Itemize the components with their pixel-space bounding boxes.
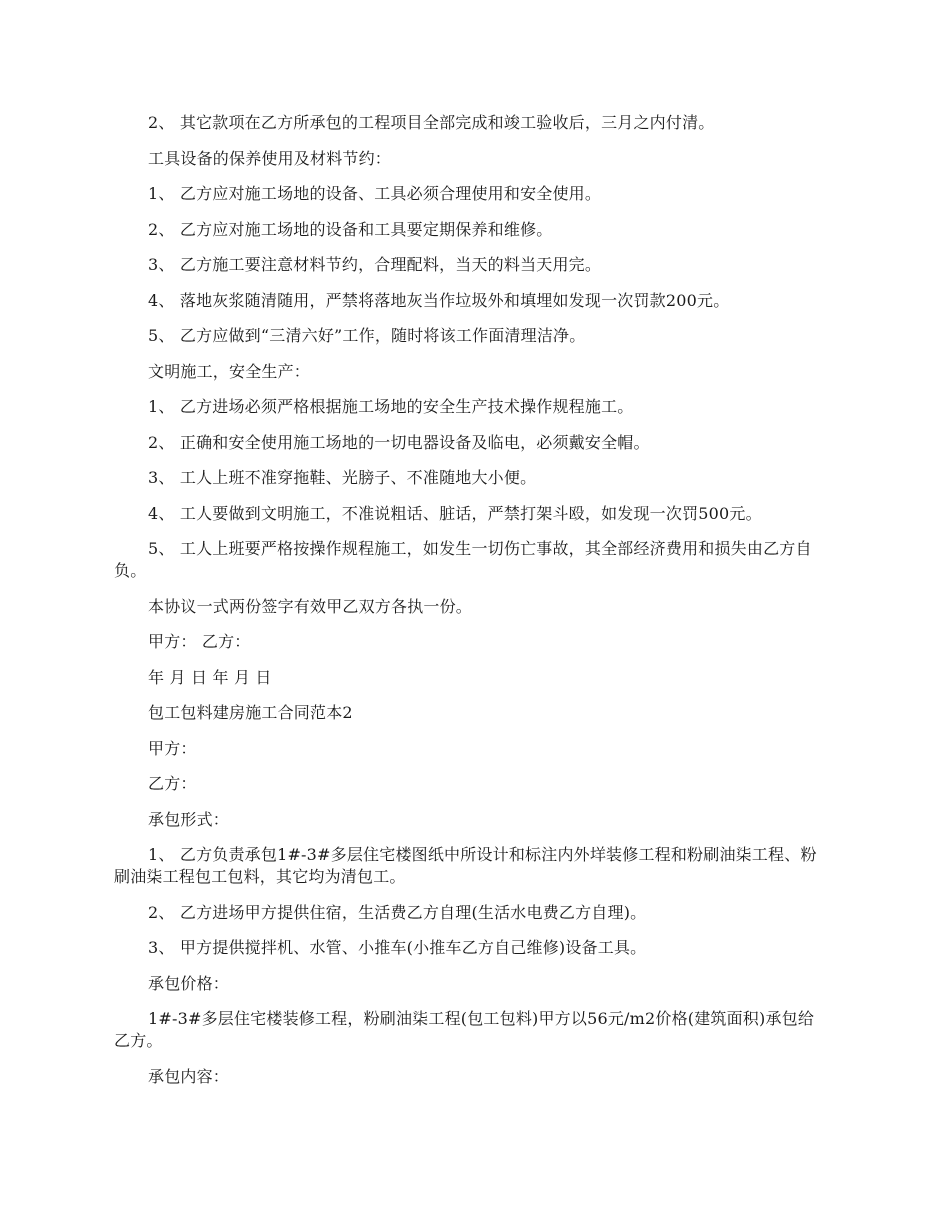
list-item: 2、 乙方进场甲方提供住宿，生活费乙方自理(生活水电费乙方自理)。 (148, 902, 647, 922)
heading-contract-price: 承包价格： (148, 973, 230, 993)
list-item: 1、 乙方应对施工场地的设备、工具必须合理使用和安全使用。 (148, 184, 602, 203)
heading-contract-content: 承包内容： (148, 1066, 230, 1086)
list-item: 5、 乙方应做到“三清六好”工作，随时将该工作面清理洁净。 (148, 326, 586, 345)
party-a-line: 甲方： (148, 738, 197, 758)
list-item: 5、 工人上班要严格按操作规程施工，如发生一切伤亡事故，其全部经济费用和损失由乙方自负。 (114, 539, 812, 580)
document-body (114, 112, 830, 1101)
contract-section-title: 包工包料建房施工合同范本2 (148, 703, 353, 722)
agreement-copies-statement: 本协议一式两份签字有效甲乙双方各执一份。 (148, 596, 473, 616)
heading-contract-form: 承包形式： (148, 809, 230, 829)
list-item: 3、 乙方施工要注意材料节约，合理配料，当天的料当天用完。 (148, 255, 602, 274)
party-b-line: 乙方： (148, 774, 197, 793)
list-item: 4、 落地灰浆随清随用，严禁将落地灰当作垃圾外和填埋如发现一次罚款200元。 (148, 290, 730, 310)
paragraph-payment-term: 2、 其它款项在乙方所承包的工程项目全部完成和竣工验收后，三月之内付清。 (148, 113, 715, 132)
heading-civilized-construction: 文明施工，安全生产： (148, 361, 311, 381)
list-item: 4、 工人要做到文明施工，不准说粗话、脏话，严禁打架斗殴，如发现一次罚500元。 (148, 503, 762, 523)
signature-dates: 年 月 日 年 月 日 (148, 667, 272, 687)
price-statement: 1#-3#多层住宅楼装修工程，粉刷油柒工程(包工包料)甲方以56元/m2价格(建筑面积)承包给乙方。 (114, 1009, 815, 1050)
list-item: 1、 乙方负责承包1#-3#多层住宅楼图纸中所设计和标注内外垟装修工程和粉刷油柒工程、粉刷油柒工程包工包料，其它均为清包工。 (114, 845, 817, 886)
list-item: 2、 乙方应对施工场地的设备和工具要定期保养和维修。 (148, 219, 553, 239)
signature-parties: 甲方： 乙方： (148, 632, 251, 651)
list-item: 2、 正确和安全使用施工场地的一切电器设备及临电，必须戴安全帽。 (148, 432, 650, 452)
heading-equipment-maintenance: 工具设备的保养使用及材料节约： (148, 148, 392, 168)
list-item: 3、 工人上班不准穿拖鞋、光膀子、不准随地大小便。 (148, 468, 537, 487)
list-item: 1、 乙方进场必须严格根据施工场地的安全生产技术操作规程施工。 (148, 397, 634, 416)
list-item: 3、 甲方提供搅拌机、水管、小推车(小推车乙方自己维修)设备工具。 (148, 938, 647, 957)
